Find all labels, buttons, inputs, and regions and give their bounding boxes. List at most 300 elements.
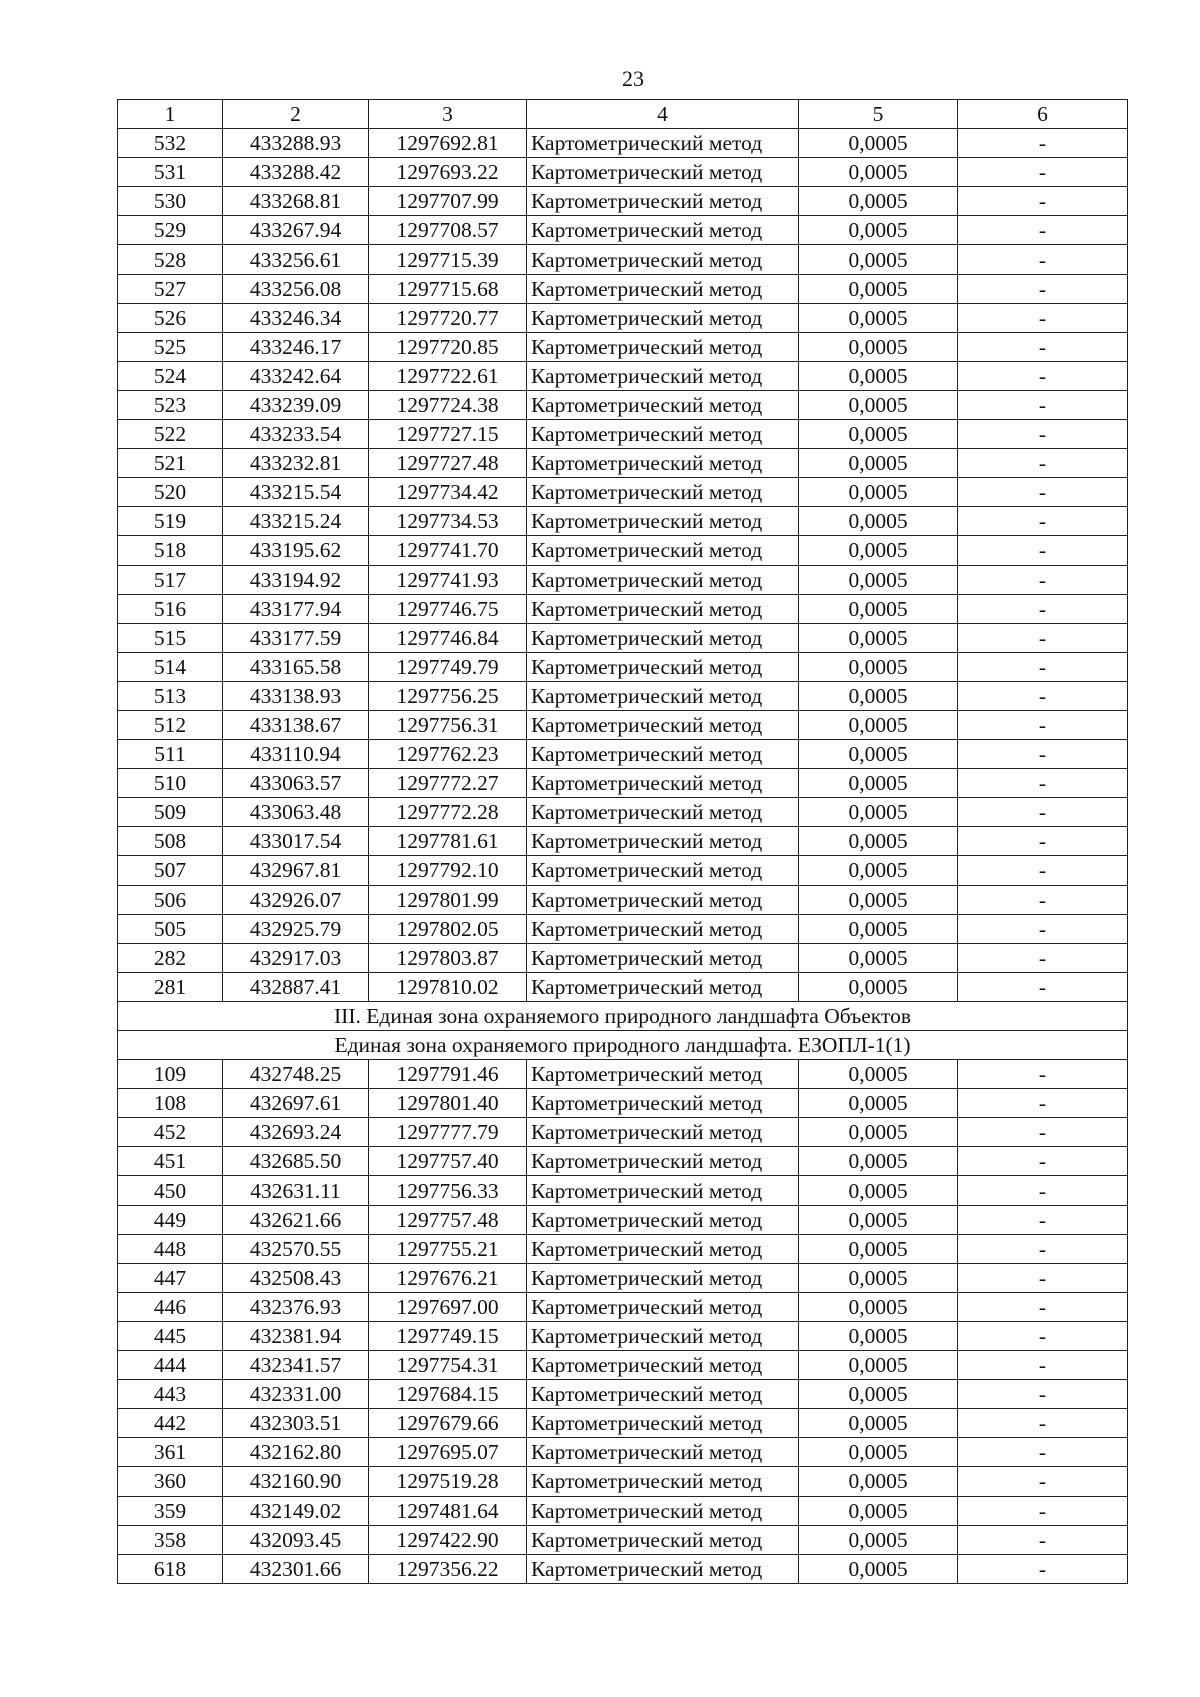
note-cell: -	[958, 1409, 1128, 1438]
table-row	[118, 1263, 1128, 1292]
y-coordinate-cell: 1297722.61	[369, 361, 527, 390]
accuracy-cell: 0,0005	[799, 449, 958, 478]
point-number-cell: 451	[118, 1147, 223, 1176]
note-cell: -	[958, 798, 1128, 827]
point-number-cell: 530	[118, 187, 223, 216]
point-number-cell: 618	[118, 1554, 223, 1583]
accuracy-cell: 0,0005	[799, 623, 958, 652]
method-cell: Картометрический метод	[527, 1409, 799, 1438]
point-number-cell: 361	[118, 1438, 223, 1467]
note-cell: -	[958, 1380, 1128, 1409]
x-coordinate-cell: 433138.93	[223, 681, 369, 710]
point-number-cell: 444	[118, 1351, 223, 1380]
table-row	[118, 972, 1128, 1001]
table-body-block-2	[118, 1060, 1128, 1584]
subsection-title: Единая зона охраняемого природного ландшафта. ЕЗОПЛ-1(1)	[118, 1031, 1128, 1060]
accuracy-cell: 0,0005	[799, 856, 958, 885]
column-header-4: 4	[527, 100, 799, 129]
accuracy-cell: 0,0005	[799, 943, 958, 972]
y-coordinate-cell: 1297724.38	[369, 390, 527, 419]
x-coordinate-cell: 433267.94	[223, 216, 369, 245]
y-coordinate-cell: 1297715.68	[369, 274, 527, 303]
note-cell: -	[958, 245, 1128, 274]
accuracy-cell: 0,0005	[799, 1118, 958, 1147]
note-cell: -	[958, 390, 1128, 419]
y-coordinate-cell: 1297746.75	[369, 594, 527, 623]
point-number-cell: 516	[118, 594, 223, 623]
x-coordinate-cell: 432301.66	[223, 1554, 369, 1583]
point-number-cell: 358	[118, 1525, 223, 1554]
y-coordinate-cell: 1297757.48	[369, 1205, 527, 1234]
accuracy-cell: 0,0005	[799, 798, 958, 827]
table-row	[118, 390, 1128, 419]
table-row	[118, 1205, 1128, 1234]
table-row	[118, 245, 1128, 274]
accuracy-cell: 0,0005	[799, 769, 958, 798]
column-header-2: 2	[223, 100, 369, 129]
note-cell: -	[958, 478, 1128, 507]
method-cell: Картометрический метод	[527, 798, 799, 827]
point-number-cell: 513	[118, 681, 223, 710]
point-number-cell: 522	[118, 420, 223, 449]
y-coordinate-cell: 1297803.87	[369, 943, 527, 972]
table-row	[118, 361, 1128, 390]
table-row	[118, 914, 1128, 943]
x-coordinate-cell: 433288.93	[223, 129, 369, 158]
y-coordinate-cell: 1297695.07	[369, 1438, 527, 1467]
accuracy-cell: 0,0005	[799, 1089, 958, 1118]
point-number-cell: 521	[118, 449, 223, 478]
point-number-cell: 445	[118, 1321, 223, 1350]
method-cell: Картометрический метод	[527, 361, 799, 390]
method-cell: Картометрический метод	[527, 245, 799, 274]
accuracy-cell: 0,0005	[799, 332, 958, 361]
point-number-cell: 359	[118, 1496, 223, 1525]
x-coordinate-cell: 432693.24	[223, 1118, 369, 1147]
table-row	[118, 1467, 1128, 1496]
note-cell: -	[958, 1496, 1128, 1525]
x-coordinate-cell: 432341.57	[223, 1351, 369, 1380]
accuracy-cell: 0,0005	[799, 1292, 958, 1321]
table-row	[118, 769, 1128, 798]
method-cell: Картометрический метод	[527, 565, 799, 594]
accuracy-cell: 0,0005	[799, 1060, 958, 1089]
y-coordinate-cell: 1297481.64	[369, 1496, 527, 1525]
table-row	[118, 1409, 1128, 1438]
table-row	[118, 681, 1128, 710]
x-coordinate-cell: 433268.81	[223, 187, 369, 216]
note-cell: -	[958, 129, 1128, 158]
y-coordinate-cell: 1297727.48	[369, 449, 527, 478]
accuracy-cell: 0,0005	[799, 478, 958, 507]
y-coordinate-cell: 1297792.10	[369, 856, 527, 885]
method-cell: Картометрический метод	[527, 681, 799, 710]
x-coordinate-cell: 433239.09	[223, 390, 369, 419]
accuracy-cell: 0,0005	[799, 827, 958, 856]
method-cell: Картометрический метод	[527, 449, 799, 478]
x-coordinate-cell: 432160.90	[223, 1467, 369, 1496]
method-cell: Картометрический метод	[527, 478, 799, 507]
note-cell: -	[958, 1554, 1128, 1583]
accuracy-cell: 0,0005	[799, 1467, 958, 1496]
point-number-cell: 519	[118, 507, 223, 536]
method-cell: Картометрический метод	[527, 1292, 799, 1321]
point-number-cell: 446	[118, 1292, 223, 1321]
table-row	[118, 1380, 1128, 1409]
method-cell: Картометрический метод	[527, 1351, 799, 1380]
method-cell: Картометрический метод	[527, 1147, 799, 1176]
column-header-1: 1	[118, 100, 223, 129]
point-number-cell: 506	[118, 885, 223, 914]
x-coordinate-cell: 432162.80	[223, 1438, 369, 1467]
method-cell: Картометрический метод	[527, 1321, 799, 1350]
x-coordinate-cell: 432697.61	[223, 1089, 369, 1118]
column-header-5: 5	[799, 100, 958, 129]
accuracy-cell: 0,0005	[799, 303, 958, 332]
note-cell: -	[958, 565, 1128, 594]
y-coordinate-cell: 1297727.15	[369, 420, 527, 449]
table-row	[118, 710, 1128, 739]
accuracy-cell: 0,0005	[799, 972, 958, 1001]
note-cell: -	[958, 1089, 1128, 1118]
x-coordinate-cell: 433110.94	[223, 740, 369, 769]
y-coordinate-cell: 1297741.93	[369, 565, 527, 594]
y-coordinate-cell: 1297749.79	[369, 652, 527, 681]
accuracy-cell: 0,0005	[799, 507, 958, 536]
point-number-cell: 532	[118, 129, 223, 158]
method-cell: Картометрический метод	[527, 187, 799, 216]
table-row	[118, 478, 1128, 507]
y-coordinate-cell: 1297697.00	[369, 1292, 527, 1321]
x-coordinate-cell: 433215.24	[223, 507, 369, 536]
y-coordinate-cell: 1297755.21	[369, 1234, 527, 1263]
accuracy-cell: 0,0005	[799, 1438, 958, 1467]
method-cell: Картометрический метод	[527, 1380, 799, 1409]
note-cell: -	[958, 769, 1128, 798]
section-title-row	[118, 1001, 1128, 1030]
note-cell: -	[958, 1525, 1128, 1554]
table-row	[118, 856, 1128, 885]
method-cell: Картометрический метод	[527, 914, 799, 943]
section-headings	[118, 1001, 1128, 1059]
note-cell: -	[958, 216, 1128, 245]
point-number-cell: 528	[118, 245, 223, 274]
accuracy-cell: 0,0005	[799, 1176, 958, 1205]
accuracy-cell: 0,0005	[799, 1409, 958, 1438]
y-coordinate-cell: 1297356.22	[369, 1554, 527, 1583]
point-number-cell: 449	[118, 1205, 223, 1234]
note-cell: -	[958, 1205, 1128, 1234]
table-header	[118, 100, 1128, 129]
table-row	[118, 536, 1128, 565]
x-coordinate-cell: 433288.42	[223, 158, 369, 187]
table-row	[118, 623, 1128, 652]
x-coordinate-cell: 433195.62	[223, 536, 369, 565]
accuracy-cell: 0,0005	[799, 1234, 958, 1263]
accuracy-cell: 0,0005	[799, 1351, 958, 1380]
y-coordinate-cell: 1297734.42	[369, 478, 527, 507]
x-coordinate-cell: 432917.03	[223, 943, 369, 972]
method-cell: Картометрический метод	[527, 594, 799, 623]
y-coordinate-cell: 1297708.57	[369, 216, 527, 245]
point-number-cell: 448	[118, 1234, 223, 1263]
table-row	[118, 303, 1128, 332]
point-number-cell: 525	[118, 332, 223, 361]
x-coordinate-cell: 433194.92	[223, 565, 369, 594]
table-row	[118, 827, 1128, 856]
accuracy-cell: 0,0005	[799, 1321, 958, 1350]
note-cell: -	[958, 914, 1128, 943]
method-cell: Картометрический метод	[527, 390, 799, 419]
x-coordinate-cell: 432508.43	[223, 1263, 369, 1292]
accuracy-cell: 0,0005	[799, 885, 958, 914]
header-row	[118, 100, 1128, 129]
y-coordinate-cell: 1297422.90	[369, 1525, 527, 1554]
accuracy-cell: 0,0005	[799, 1205, 958, 1234]
y-coordinate-cell: 1297772.27	[369, 769, 527, 798]
table-row	[118, 1234, 1128, 1263]
point-number-cell: 442	[118, 1409, 223, 1438]
x-coordinate-cell: 432303.51	[223, 1409, 369, 1438]
point-number-cell: 523	[118, 390, 223, 419]
y-coordinate-cell: 1297791.46	[369, 1060, 527, 1089]
point-number-cell: 527	[118, 274, 223, 303]
column-header-3: 3	[369, 100, 527, 129]
point-number-cell: 524	[118, 361, 223, 390]
note-cell: -	[958, 681, 1128, 710]
method-cell: Картометрический метод	[527, 885, 799, 914]
note-cell: -	[958, 594, 1128, 623]
table-row	[118, 652, 1128, 681]
note-cell: -	[958, 507, 1128, 536]
table-row	[118, 1147, 1128, 1176]
point-number-cell: 526	[118, 303, 223, 332]
y-coordinate-cell: 1297754.31	[369, 1351, 527, 1380]
accuracy-cell: 0,0005	[799, 1380, 958, 1409]
accuracy-cell: 0,0005	[799, 652, 958, 681]
table-row	[118, 216, 1128, 245]
point-number-cell: 511	[118, 740, 223, 769]
x-coordinate-cell: 433246.17	[223, 332, 369, 361]
coordinates-table	[117, 99, 1128, 1584]
point-number-cell: 512	[118, 710, 223, 739]
table-row	[118, 1176, 1128, 1205]
method-cell: Картометрический метод	[527, 129, 799, 158]
x-coordinate-cell: 432331.00	[223, 1380, 369, 1409]
table-row	[118, 1525, 1128, 1554]
table-row	[118, 507, 1128, 536]
section-title: III. Единая зона охраняемого природного ландшафта Объектов	[118, 1001, 1128, 1030]
accuracy-cell: 0,0005	[799, 1147, 958, 1176]
accuracy-cell: 0,0005	[799, 245, 958, 274]
method-cell: Картометрический метод	[527, 507, 799, 536]
table-row	[118, 449, 1128, 478]
table-row	[118, 1118, 1128, 1147]
point-number-cell: 529	[118, 216, 223, 245]
note-cell: -	[958, 303, 1128, 332]
table-row	[118, 1292, 1128, 1321]
y-coordinate-cell: 1297810.02	[369, 972, 527, 1001]
table-row	[118, 943, 1128, 972]
method-cell: Картометрический метод	[527, 710, 799, 739]
y-coordinate-cell: 1297749.15	[369, 1321, 527, 1350]
x-coordinate-cell: 433177.59	[223, 623, 369, 652]
note-cell: -	[958, 158, 1128, 187]
method-cell: Картометрический метод	[527, 536, 799, 565]
y-coordinate-cell: 1297519.28	[369, 1467, 527, 1496]
table-row	[118, 187, 1128, 216]
accuracy-cell: 0,0005	[799, 274, 958, 303]
y-coordinate-cell: 1297715.39	[369, 245, 527, 274]
table-row	[118, 565, 1128, 594]
accuracy-cell: 0,0005	[799, 361, 958, 390]
x-coordinate-cell: 432149.02	[223, 1496, 369, 1525]
x-coordinate-cell: 433256.61	[223, 245, 369, 274]
note-cell: -	[958, 856, 1128, 885]
note-cell: -	[958, 827, 1128, 856]
x-coordinate-cell: 432926.07	[223, 885, 369, 914]
method-cell: Картометрический метод	[527, 972, 799, 1001]
y-coordinate-cell: 1297720.77	[369, 303, 527, 332]
y-coordinate-cell: 1297707.99	[369, 187, 527, 216]
x-coordinate-cell: 432967.81	[223, 856, 369, 885]
point-number-cell: 505	[118, 914, 223, 943]
accuracy-cell: 0,0005	[799, 681, 958, 710]
point-number-cell: 515	[118, 623, 223, 652]
point-number-cell: 447	[118, 1263, 223, 1292]
y-coordinate-cell: 1297756.31	[369, 710, 527, 739]
x-coordinate-cell: 433177.94	[223, 594, 369, 623]
table-row	[118, 1089, 1128, 1118]
method-cell: Картометрический метод	[527, 827, 799, 856]
y-coordinate-cell: 1297772.28	[369, 798, 527, 827]
y-coordinate-cell: 1297679.66	[369, 1409, 527, 1438]
point-number-cell: 443	[118, 1380, 223, 1409]
x-coordinate-cell: 432685.50	[223, 1147, 369, 1176]
y-coordinate-cell: 1297801.40	[369, 1089, 527, 1118]
note-cell: -	[958, 1118, 1128, 1147]
method-cell: Картометрический метод	[527, 420, 799, 449]
note-cell: -	[958, 740, 1128, 769]
method-cell: Картометрический метод	[527, 1496, 799, 1525]
accuracy-cell: 0,0005	[799, 536, 958, 565]
method-cell: Картометрический метод	[527, 623, 799, 652]
method-cell: Картометрический метод	[527, 303, 799, 332]
table-row	[118, 885, 1128, 914]
table-body-block-1	[118, 129, 1128, 1002]
note-cell: -	[958, 420, 1128, 449]
note-cell: -	[958, 623, 1128, 652]
y-coordinate-cell: 1297777.79	[369, 1118, 527, 1147]
method-cell: Картометрический метод	[527, 158, 799, 187]
point-number-cell: 514	[118, 652, 223, 681]
x-coordinate-cell: 433256.08	[223, 274, 369, 303]
method-cell: Картометрический метод	[527, 1089, 799, 1118]
table-row	[118, 740, 1128, 769]
y-coordinate-cell: 1297734.53	[369, 507, 527, 536]
point-number-cell: 108	[118, 1089, 223, 1118]
method-cell: Картометрический метод	[527, 652, 799, 681]
method-cell: Картометрический метод	[527, 1176, 799, 1205]
x-coordinate-cell: 433215.54	[223, 478, 369, 507]
table-row	[118, 1554, 1128, 1583]
y-coordinate-cell: 1297781.61	[369, 827, 527, 856]
accuracy-cell: 0,0005	[799, 565, 958, 594]
note-cell: -	[958, 885, 1128, 914]
x-coordinate-cell: 432621.66	[223, 1205, 369, 1234]
accuracy-cell: 0,0005	[799, 710, 958, 739]
x-coordinate-cell: 433242.64	[223, 361, 369, 390]
y-coordinate-cell: 1297762.23	[369, 740, 527, 769]
y-coordinate-cell: 1297757.40	[369, 1147, 527, 1176]
point-number-cell: 518	[118, 536, 223, 565]
accuracy-cell: 0,0005	[799, 1525, 958, 1554]
table-row	[118, 129, 1128, 158]
y-coordinate-cell: 1297756.33	[369, 1176, 527, 1205]
table-row	[118, 594, 1128, 623]
x-coordinate-cell: 433017.54	[223, 827, 369, 856]
note-cell: -	[958, 943, 1128, 972]
y-coordinate-cell: 1297756.25	[369, 681, 527, 710]
x-coordinate-cell: 432887.41	[223, 972, 369, 1001]
point-number-cell: 109	[118, 1060, 223, 1089]
note-cell: -	[958, 187, 1128, 216]
x-coordinate-cell: 433063.57	[223, 769, 369, 798]
accuracy-cell: 0,0005	[799, 187, 958, 216]
table-row	[118, 1351, 1128, 1380]
note-cell: -	[958, 332, 1128, 361]
method-cell: Картометрический метод	[527, 856, 799, 885]
point-number-cell: 282	[118, 943, 223, 972]
point-number-cell: 360	[118, 1467, 223, 1496]
note-cell: -	[958, 1176, 1128, 1205]
y-coordinate-cell: 1297692.81	[369, 129, 527, 158]
point-number-cell: 507	[118, 856, 223, 885]
method-cell: Картометрический метод	[527, 1525, 799, 1554]
accuracy-cell: 0,0005	[799, 390, 958, 419]
y-coordinate-cell: 1297802.05	[369, 914, 527, 943]
method-cell: Картометрический метод	[527, 1060, 799, 1089]
note-cell: -	[958, 1263, 1128, 1292]
method-cell: Картометрический метод	[527, 1118, 799, 1147]
method-cell: Картометрический метод	[527, 1205, 799, 1234]
x-coordinate-cell: 432570.55	[223, 1234, 369, 1263]
note-cell: -	[958, 972, 1128, 1001]
accuracy-cell: 0,0005	[799, 420, 958, 449]
x-coordinate-cell: 432631.11	[223, 1176, 369, 1205]
x-coordinate-cell: 433232.81	[223, 449, 369, 478]
x-coordinate-cell: 432925.79	[223, 914, 369, 943]
note-cell: -	[958, 1292, 1128, 1321]
method-cell: Картометрический метод	[527, 740, 799, 769]
x-coordinate-cell: 433138.67	[223, 710, 369, 739]
table-row	[118, 1496, 1128, 1525]
method-cell: Картометрический метод	[527, 332, 799, 361]
x-coordinate-cell: 433246.34	[223, 303, 369, 332]
x-coordinate-cell: 432381.94	[223, 1321, 369, 1350]
point-number-cell: 520	[118, 478, 223, 507]
accuracy-cell: 0,0005	[799, 158, 958, 187]
y-coordinate-cell: 1297720.85	[369, 332, 527, 361]
x-coordinate-cell: 432748.25	[223, 1060, 369, 1089]
table-row	[118, 1060, 1128, 1089]
page-number: 23	[622, 66, 644, 91]
note-cell: -	[958, 274, 1128, 303]
accuracy-cell: 0,0005	[799, 129, 958, 158]
accuracy-cell: 0,0005	[799, 1263, 958, 1292]
method-cell: Картометрический метод	[527, 1263, 799, 1292]
accuracy-cell: 0,0005	[799, 740, 958, 769]
